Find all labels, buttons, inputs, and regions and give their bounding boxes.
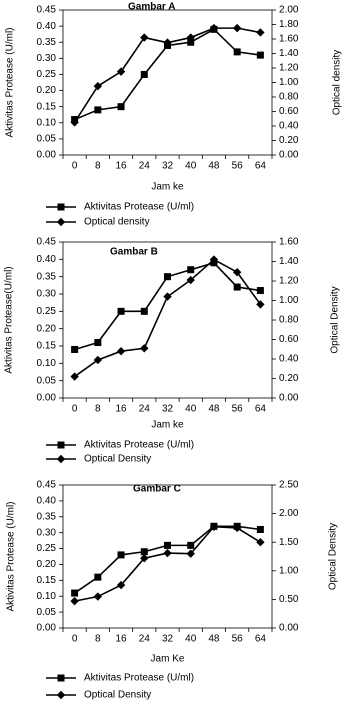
right-tick-label: 0.20: [279, 135, 299, 147]
optical-density-point: [94, 592, 102, 600]
right-tick-label: 1.00: [279, 295, 299, 307]
left-tick-label: 0.20: [36, 85, 56, 97]
protease-point: [71, 346, 78, 353]
x-tick-label: 64: [254, 403, 266, 415]
right-tick-label: 2.00: [279, 508, 299, 520]
left-tick-label: 0.00: [36, 622, 56, 634]
legend-label: Optical Density: [84, 689, 152, 701]
optical-density-point: [233, 24, 241, 32]
x-tick-label: 56: [231, 633, 243, 645]
x-tick-label: 16: [115, 160, 127, 172]
right-tick-label: 2.00: [279, 4, 299, 16]
optical-density-point: [70, 597, 78, 605]
right-tick-label: 1.20: [279, 275, 299, 287]
right-tick-label: 0.60: [279, 334, 299, 346]
left-tick-label: 0.40: [36, 20, 56, 32]
protease-point: [71, 590, 78, 597]
right-tick-label: 1.80: [279, 19, 299, 31]
protease-point: [234, 48, 241, 55]
x-tick-label: 56: [231, 160, 243, 172]
left-tick-label: 0.15: [36, 340, 56, 352]
x-tick-label: 48: [208, 403, 220, 415]
left-tick-label: 0.35: [36, 36, 56, 48]
legend-label: Aktivitas Protease (U/ml): [84, 672, 195, 684]
x-tick-label: 16: [115, 633, 127, 645]
protease-point: [257, 52, 264, 59]
left-tick-label: 0.10: [36, 117, 56, 129]
x-tick-label: 32: [161, 403, 174, 415]
optical-density-point: [140, 344, 148, 352]
legend-label: Aktivitas Protease (U/ml): [84, 201, 195, 213]
x-axis-label: Jam ke: [151, 181, 184, 193]
right-tick-label: 1.00: [279, 77, 299, 89]
right-tick-label: 1.60: [279, 236, 299, 248]
x-tick-label: 24: [138, 633, 150, 645]
protease-point: [118, 551, 125, 558]
chart-a: [5, 2, 343, 228]
left-tick-label: 0.40: [36, 253, 56, 265]
left-tick-label: 0.35: [36, 271, 56, 283]
legend-label: Optical Density: [84, 453, 152, 465]
protease-point: [234, 284, 241, 291]
left-tick-label: 0.30: [36, 527, 56, 539]
right-tick-label: 0.00: [279, 392, 299, 404]
left-tick-label: 0.00: [36, 392, 56, 404]
right-tick-label: 0.40: [279, 120, 299, 132]
x-tick-label: 24: [138, 403, 150, 415]
protease-point: [94, 106, 101, 113]
left-tick-label: 0.40: [36, 495, 56, 507]
x-tick-label: 40: [185, 160, 197, 172]
x-tick-label: 24: [138, 160, 150, 172]
right-tick-label: 0.40: [279, 353, 299, 365]
protease-point: [94, 574, 101, 581]
right-tick-label: 1.40: [279, 256, 299, 268]
x-tick-label: 32: [161, 160, 174, 172]
legend-marker: [57, 691, 65, 699]
x-tick-label: 40: [185, 403, 197, 415]
legend-marker: [58, 204, 65, 211]
left-tick-label: 0.45: [36, 479, 56, 491]
right-tick-label: 1.20: [279, 62, 299, 74]
left-tick-label: 0.05: [36, 375, 56, 387]
y-axis-label: Aktivitas Protease (U/ml): [5, 501, 17, 612]
x-tick-label: 56: [231, 403, 243, 415]
legend-label: Optical density: [84, 216, 150, 228]
protease-point: [164, 542, 171, 549]
legend-marker: [57, 455, 65, 463]
legend-marker: [58, 675, 65, 682]
left-tick-label: 0.30: [36, 288, 56, 300]
left-tick-label: 0.25: [36, 543, 56, 555]
y2-axis-label: Optical Density: [329, 286, 341, 354]
x-tick-label: 64: [254, 633, 266, 645]
protease-point: [118, 308, 125, 315]
left-tick-label: 0.25: [36, 69, 56, 81]
y2-axis-label: Optical Density: [327, 522, 339, 591]
x-tick-label: 32: [161, 633, 174, 645]
right-tick-label: 1.40: [279, 48, 299, 60]
optical-density-point: [117, 347, 125, 355]
left-tick-label: 0.10: [36, 357, 56, 369]
right-tick-label: 0.80: [279, 91, 299, 103]
x-tick-label: 48: [208, 633, 220, 645]
legend-marker: [57, 218, 65, 226]
x-tick-label: 0: [71, 160, 78, 172]
legend-marker: [58, 442, 65, 449]
protease-point: [257, 526, 264, 533]
optical-density-point: [94, 82, 102, 90]
x-tick-label: 0: [71, 403, 78, 415]
x-tick-label: 8: [95, 160, 101, 172]
chart-title: Gambar A: [128, 1, 176, 13]
right-tick-label: 2.50: [279, 479, 299, 491]
right-tick-label: 1.50: [279, 536, 299, 548]
protease-point: [141, 71, 148, 78]
x-tick-label: 8: [95, 633, 101, 645]
protease-point: [164, 273, 171, 280]
left-tick-label: 0.45: [36, 236, 56, 248]
left-tick-label: 0.15: [36, 574, 56, 586]
y-axis-label: Aktivitas Protease(U/ml): [3, 266, 15, 374]
left-tick-label: 0.20: [36, 323, 56, 335]
right-tick-label: 1.60: [279, 33, 299, 45]
right-tick-label: 0.60: [279, 106, 299, 118]
right-tick-label: 0.20: [279, 373, 299, 385]
x-tick-label: 0: [71, 633, 78, 645]
protease-point: [187, 542, 194, 549]
left-tick-label: 0.25: [36, 305, 56, 317]
left-tick-label: 0.10: [36, 590, 56, 602]
chart-c: [6, 480, 339, 701]
plot-area: [63, 242, 272, 398]
optical-density-point: [163, 549, 171, 557]
x-axis-label: Jam ke: [151, 419, 184, 431]
x-tick-label: 48: [208, 160, 220, 172]
right-tick-label: 0.00: [279, 622, 299, 634]
chart-b: [4, 237, 341, 465]
protease-point: [141, 308, 148, 315]
protease-point: [257, 287, 264, 294]
plot-area: [63, 10, 272, 155]
chart-title: Gambar B: [110, 246, 158, 258]
left-tick-label: 0.05: [36, 133, 56, 145]
x-tick-label: 16: [115, 403, 127, 415]
left-tick-label: 0.05: [36, 606, 56, 618]
x-tick-label: 8: [95, 403, 101, 415]
left-tick-label: 0.35: [36, 511, 56, 523]
protease-point: [118, 103, 125, 110]
right-tick-label: 0.00: [279, 149, 299, 161]
y-axis-label: Aktivitas Protease (U/ml): [4, 27, 16, 138]
right-tick-label: 0.80: [279, 314, 299, 326]
legend-label: Aktivitas Protease (U/ml): [84, 439, 195, 451]
left-tick-label: 0.30: [36, 52, 56, 64]
left-tick-label: 0.20: [36, 559, 56, 571]
right-tick-label: 1.00: [279, 565, 299, 577]
optical-density-point: [256, 28, 264, 36]
left-tick-label: 0.45: [36, 4, 56, 16]
left-tick-label: 0.15: [36, 101, 56, 113]
left-tick-label: 0.00: [36, 149, 56, 161]
x-axis-label: Jam Ke: [150, 653, 185, 665]
protease-point: [187, 266, 194, 273]
series-line-protease: [75, 526, 261, 593]
x-tick-label: 64: [254, 160, 266, 172]
optical-density-point: [256, 538, 264, 546]
x-tick-label: 40: [185, 633, 197, 645]
right-tick-label: 0.50: [279, 594, 299, 606]
y2-axis-label: Optical density: [331, 49, 343, 116]
series-line-optical-density: [75, 527, 261, 601]
protease-point: [94, 339, 101, 346]
chart-title: Gambar C: [133, 483, 181, 495]
